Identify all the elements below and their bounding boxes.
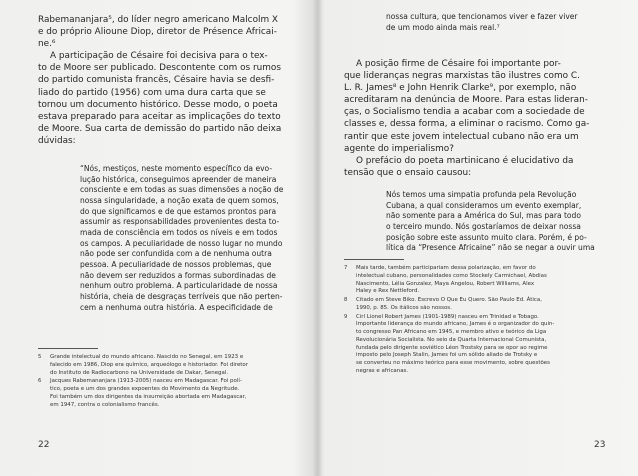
quote-line: assumir as responsabilidades provenientes desta to- [80, 217, 280, 227]
quote-line: pessoa. A peculiaridade de nossos problemas, que [80, 259, 272, 269]
body-line: do partido comunista francês, Césaire havia se desfi- [38, 75, 275, 86]
footnote-line: intelectual cubano, personalidades como Stockely Carmichael, Abdias [356, 272, 547, 279]
footnote-line: 1990, p. 85. Os itálicos são nossos. [356, 304, 452, 311]
footnote-number: 9 [344, 313, 348, 320]
body-line: de Moore. Sua carta de demissão do partido não deixa [38, 123, 282, 134]
quote-line: nossa cultura, que tencionamos viver e fazer viver [386, 12, 578, 21]
right-footnotes [344, 265, 606, 377]
body-line: agente do imperialismo? [344, 143, 454, 154]
body-line: tornou um documento histórico. Desse modo, o poeta [38, 99, 278, 110]
footnote [344, 265, 606, 296]
body-line: rantir que este jovem intelectual cubano não era um [344, 131, 579, 142]
footnote-line: Mais tarde, também participariam dessa polarização, em favor do [356, 265, 536, 271]
quote-line: história, cheia de desgraças terríveis que não perten- [80, 291, 283, 301]
footnote-number: 6 [38, 378, 42, 385]
footnote-line: Citado em Steve Biko. Escrevo O Que Eu Quero. São Paulo Ed. Ática, [356, 297, 542, 303]
body-line: liado do partido (1956) com uma dura carta que se [38, 87, 266, 98]
left-footnotes [38, 354, 290, 410]
body-line: A posição firme de Césaire foi importante por- [356, 59, 561, 69]
footnote-line: Revolucionária Socialista. No seio da Quarta Internacional Comunista, [356, 336, 547, 343]
body-line: acreditaram na denúncia de Moore. Para estas lideran- [344, 95, 588, 106]
footnote-line: Cirl Lionel Robert James (1901-1989) nasceu em Trinidad e Tobago. [356, 313, 539, 320]
body-line: estava preparado para aceitar as implicações do texto [38, 111, 281, 122]
quote-line: posição sobre este assunto muito clara. Porém, é po- [386, 232, 587, 242]
quote-line: os campos. A peculiaridade de nosso lugar no mundo [80, 238, 283, 248]
footnote-line: Grande intelectual do mundo africano. Nascido no Senegal, em 1923 e [50, 354, 244, 360]
body-line: classes e, dessa forma, a eliminar o racismo. Como ga- [344, 119, 590, 130]
footnote-line: falecido em 1986, Diop era químico, arqueólogo e historiador. Foi diretor [50, 361, 248, 368]
quote-line: cem a nenhuma outra história. A especificidade de [80, 302, 273, 312]
footnote-line: negras e africanas. [356, 367, 409, 374]
body-line: Rabemananjara⁵, do líder negro americano Malcolm X [38, 15, 279, 25]
body-line: A participação de Césaire foi decisiva para o tex- [50, 51, 268, 62]
footnote-line: do Instituto de Radiocarbono na Universidade de Dakar, Senegal. [50, 369, 229, 376]
footnote [38, 354, 290, 377]
quote-line: “Nós, mestiços, neste momento específico da evo- [80, 164, 273, 173]
quote-line: o terceiro mundo. Nós gostaríamos de deixar nossa [386, 221, 581, 231]
quote-line: mada de consciência em todos os níveis e em todos [80, 227, 278, 237]
footnote-line: Jacques Rabemananjara (1913-2005) nasceu em Madagascar. Foi polí- [50, 378, 242, 385]
body-line: ças, o Socialismo tendia a acabar com a sociedade de [344, 107, 585, 118]
body-line: e do próprio Alioune Diop, diretor de Présence Africai- [38, 27, 277, 38]
left-block-quote [80, 164, 290, 313]
quote-line: lução histórica, conseguimos apreender de maneira [80, 174, 277, 184]
footnote-line: to congresso Pan Africano em 1945, e membro ativo e teórico da Liga [356, 329, 547, 335]
left-body-text [38, 14, 290, 147]
right-quote-continuation [386, 12, 606, 33]
page-number: 23 [594, 440, 606, 450]
body-line: to de Moore ser publicado. Descontente com os rumos [38, 63, 281, 74]
left-page [0, 0, 316, 476]
footnote-rule [344, 259, 404, 260]
footnote [344, 297, 606, 313]
right-page [320, 0, 638, 476]
body-line: ne.⁶ [38, 39, 56, 50]
footnote [38, 378, 290, 409]
footnote-rule [38, 348, 98, 349]
footnote-number: 5 [38, 354, 42, 360]
quote-line: não pode ser confundida com a de nenhuma outra [80, 249, 272, 259]
body-line: que lideranças negras marxistas tão ilustres como C. [344, 71, 580, 82]
footnote-line: Importante liderança do mundo africano, James é o organizador do quin- [356, 321, 555, 328]
footnote-number: 8 [344, 297, 348, 303]
quote-line: Nós temos uma simpatia profunda pela Revolução [386, 190, 577, 199]
quote-line: de um modo ainda mais real.⁷ [386, 22, 500, 32]
footnote-line: Nascimento, Lélia Gonzalez, Maya Angelou, Robert Williams, Alex [356, 280, 535, 287]
quote-line: não somente para a América do Sul, mas para todo [386, 211, 581, 221]
quote-line: do que significamos e de que estamos prontos para [80, 206, 277, 216]
quote-line: não devem ser reduzidos a formas subordinadas de [80, 270, 276, 280]
quote-line: nossa singularidade, a noção exata de quem somos, [80, 195, 279, 205]
page-number: 22 [38, 440, 50, 450]
body-line: dúvidas: [38, 135, 76, 146]
footnote-line: tico, poeta e um dos grandes expoentes do Movimento da Negritude. [50, 386, 240, 392]
right-body-text [344, 58, 606, 179]
quote-line: consciente e em todas as suas dimensões a noção de [80, 185, 284, 195]
footnote-number: 7 [344, 265, 348, 271]
footnote-line: Haley e Rex Nettleford. [356, 288, 420, 295]
body-line: O prefácio do poeta martinicano é elucidativo da [356, 155, 574, 166]
footnote-line: Foi também um dos dirigentes da insurreição abortada em Madagascar, [50, 393, 247, 400]
footnote-line: imposto pelo Joseph Stalin, James foi um sólido aliado de Trotsky e [356, 352, 538, 359]
footnote-line: em 1947, contra o colonialismo francês. [50, 401, 160, 408]
right-block-quote [386, 190, 606, 254]
footnote [344, 314, 606, 376]
quote-line: Cubana, a qual consideramos um evento exemplar, [386, 200, 582, 210]
body-line: L. R. James⁸ e John Henrik Clarke⁹, por exemplo, não [344, 83, 577, 94]
quote-line: nenhum outro problema. A particularidade de nossa [80, 281, 278, 291]
body-line: tensão que o ensaio causou: [344, 167, 472, 178]
footnote-line: fundada pelo dirigente soviético Léon Trostsky para se opor ao regime [356, 344, 548, 351]
footnote-line: se converteu no máximo teórico para esse movimento, sobre questões [356, 360, 550, 366]
quote-line: lítica da “Presence Africaine” não se negar a ouvir uma [386, 243, 595, 253]
